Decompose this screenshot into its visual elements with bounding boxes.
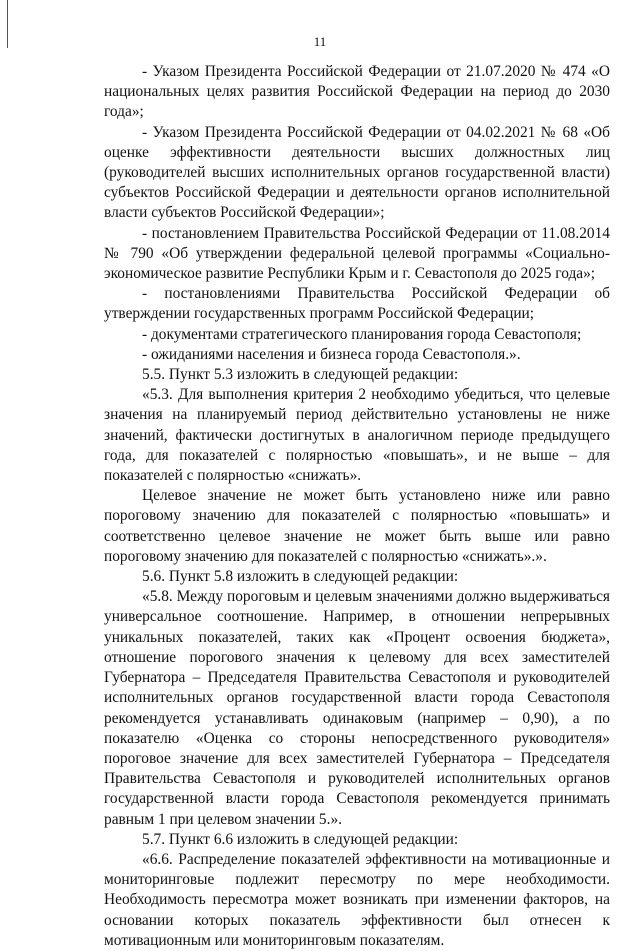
document-body	[104, 62, 610, 951]
paragraph-6-6-text: «6.6. Распределение показателей эффективности на мотивационные и мониторинговые подлежит пересмотру по мере необходимости. Необходимость пересмотра может возникать при изменении факторов, на основании которых показатель эффективности был отнесен к мотивационным или мониторинговым показателям.	[104, 850, 610, 949]
paragraph-5-8-text: «5.8. Между пороговым и целевым значениями должно выдерживаться универсальное соотношение. Например, в отношении непрерывных уникальных показателей, таких как «Процент освоения бюджета», отношение порогового значения к целевому для всех заместителей Губернатора – Председателя Правительства Севастополя и руководителей исполнительных органов государственной власти города Севастополя рекомендуется устанавливать одинаковым (например – 0,90), а по показателю «Оценка со стороны непосредственного руководителя» пороговое значение для всех заместителей Губернатора – Председателя Правительства Севастополя и руководителей исполнительных органов государственной власти города Севастополя рекомендуется принимать равным 1 при целевом значении 5.».	[104, 588, 610, 828]
paragraph-5-7: 5.7. Пункт 6.6 изложить в следующей редакции:	[142, 830, 459, 848]
paragraph-resolution-790: - постановлением Правительства Российской Федерации от 11.08.2014 № 790 «Об утверждении федеральной целевой программы «Социально-экономическое развитие Республики Крым и г. Севастополя до 2025 года»;	[104, 224, 610, 283]
paragraph-5-5: 5.5. Пункт 5.3 изложить в следующей редакции:	[142, 366, 459, 384]
paragraph-state-programs: - постановлениями Правительства Российской Федерации об утверждении государственных программ Российской Федерации;	[104, 285, 610, 323]
paragraph-target-value: Целевое значение не может быть установлено ниже или равно пороговому значению для показателей с полярностью «повышать» и соответственно целевое значение не может быть выше или равно пороговому значению для показателей с полярностью «снижать».».	[104, 487, 610, 565]
paragraph-decree-474: - Указом Президента Российской Федерации от 21.07.2020 № 474 «О национальных целях развития Российской Федерации на период до 2030 года»;	[104, 63, 610, 121]
paragraph-strategic-planning: - документами стратегического планирования города Севастополя;	[142, 325, 582, 343]
paragraph-expectations: - ожиданиями населения и бизнеса города Севастополя.».	[142, 345, 521, 363]
paragraph-5-3-text: «5.3. Для выполнения критерия 2 необходимо убедиться, что целевые значения на планируемый период действительно установлены не ниже значений, фактически достигнутых в аналогичном периоде предыдущего года, для показателей с полярностью «повышать», и не выше – для показателей с полярностью «снижать».	[104, 386, 610, 485]
page-number: 11	[313, 34, 327, 49]
paragraph-decree-68: - Указом Президента Российской Федерации от 04.02.2021 № 68 «Об оценке эффективности деятельности высших должностных лиц (руководителей высших исполнительных органов государственной власти) субъектов Российской Федерации и деятельности органов исполнительной власти субъектов Российской Федерации»;	[104, 123, 610, 222]
paragraph-5-6: 5.6. Пункт 5.8 изложить в следующей редакции:	[142, 568, 459, 586]
